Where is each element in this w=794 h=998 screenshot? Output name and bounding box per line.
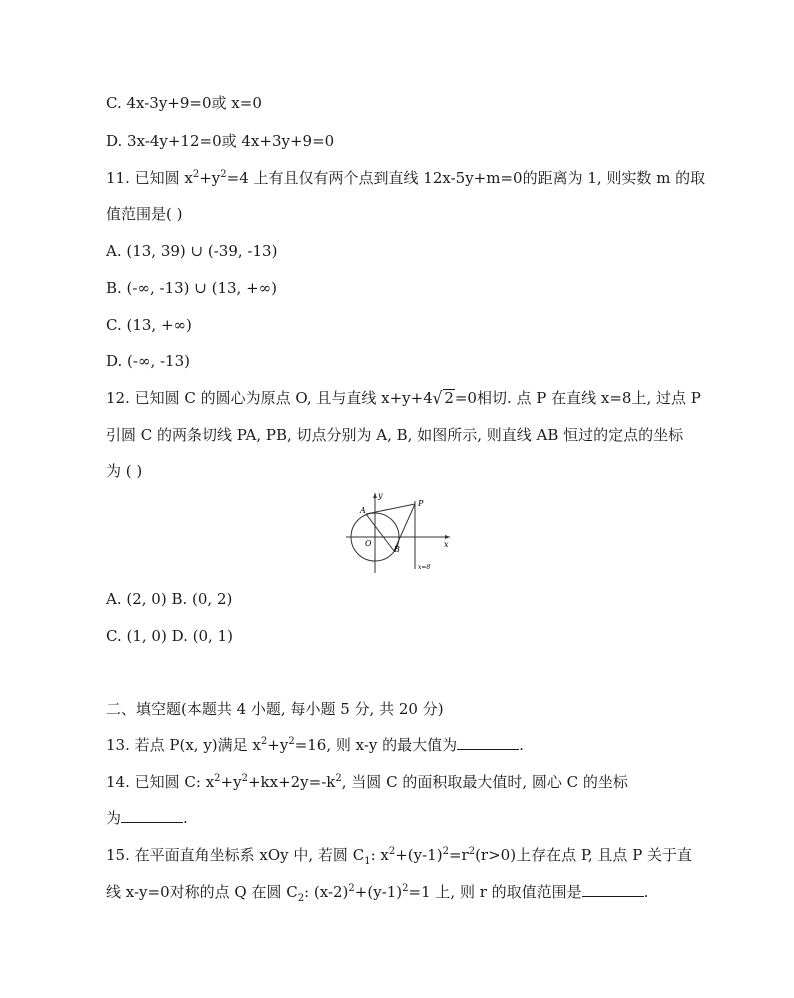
radical-sign: √	[432, 387, 443, 409]
answer-blank	[121, 808, 183, 823]
tangent-pa	[366, 504, 415, 514]
q15-line2: 线 x-y=0对称的点 Q 在圆 $C_2$: $(x-2)^2+(y-1)^2=1$ 上, 则 r 的取值范围是 .	[106, 883, 649, 904]
q11-option-c: C. (13, +∞)	[106, 316, 192, 334]
radicand: 2	[444, 389, 454, 407]
label-x8: x=8	[418, 564, 431, 571]
tangent-diagram	[338, 489, 458, 573]
label-a: A	[360, 506, 366, 515]
label-p: P	[418, 499, 424, 508]
q12-stem-line3: 为 ( )	[106, 462, 143, 480]
label-b: B	[394, 545, 400, 554]
q14-line1: 14. 已知圆 C: $x^2+y^2+kx+2y=-k^2$, 当圆 C 的面积取最大值时, 圆心 C 的坐标	[106, 773, 628, 791]
q12-options-cd: C. (1, 0) D. (0, 1)	[106, 627, 233, 645]
answer-blank	[582, 882, 644, 897]
q15-line1: 15. 在平面直角坐标系 xOy 中, 若圆 $C_1$: $x^2+(y-1)^2=r^2(r>0)$上存在点 P, 且点 P 关于直	[106, 846, 693, 867]
q13-line: 13. 若点 P(x, y)满足 $x^2+y^2=16$, 则 x-y 的最大值为 .	[106, 736, 524, 754]
q11-option-d: D. (-∞, -13)	[106, 352, 190, 370]
q11-stem-line1: 11. 已知圆 $x^2+y^2=4$ 上有且仅有两个点到直线 12x-5y+m=0的距离为 1, 则实数 m 的取	[106, 169, 706, 187]
label-y: y	[378, 491, 383, 500]
section-heading: 二、填空题(本题共 4 小题, 每小题 5 分, 共 20 分)	[106, 700, 444, 718]
q11-stem-line2: 值范围是( )	[106, 205, 183, 223]
q12-stem-line1: 12. 已知圆 C 的圆心为原点 O, 且与直线 x+y+4√ 2=0相切. 点 P 在直线 x=8上, 过点 P	[106, 387, 701, 409]
q11-option-b: B. (-∞, -13) ∪ (13, +∞)	[106, 279, 278, 297]
y-axis-arrow	[373, 493, 377, 498]
label-x: x	[444, 540, 449, 549]
q12-options-ab: A. (2, 0) B. (0, 2)	[106, 590, 233, 608]
x-axis-arrow	[445, 535, 450, 539]
q11-option-a: A. (13, 39) ∪ (-39, -13)	[106, 242, 278, 260]
q14-line2: 为 .	[106, 809, 188, 827]
label-o: O	[365, 539, 372, 548]
q10-option-c: C. 4x-3y+9=0或 x=0	[106, 94, 262, 112]
q12-stem-line2: 引圆 C 的两条切线 PA, PB, 切点分别为 A, B, 如图所示, 则直线 AB 恒过的定点的坐标	[106, 426, 684, 444]
answer-blank	[457, 735, 519, 750]
q10-option-d: D. 3x-4y+12=0或 4x+3y+9=0	[106, 132, 335, 150]
